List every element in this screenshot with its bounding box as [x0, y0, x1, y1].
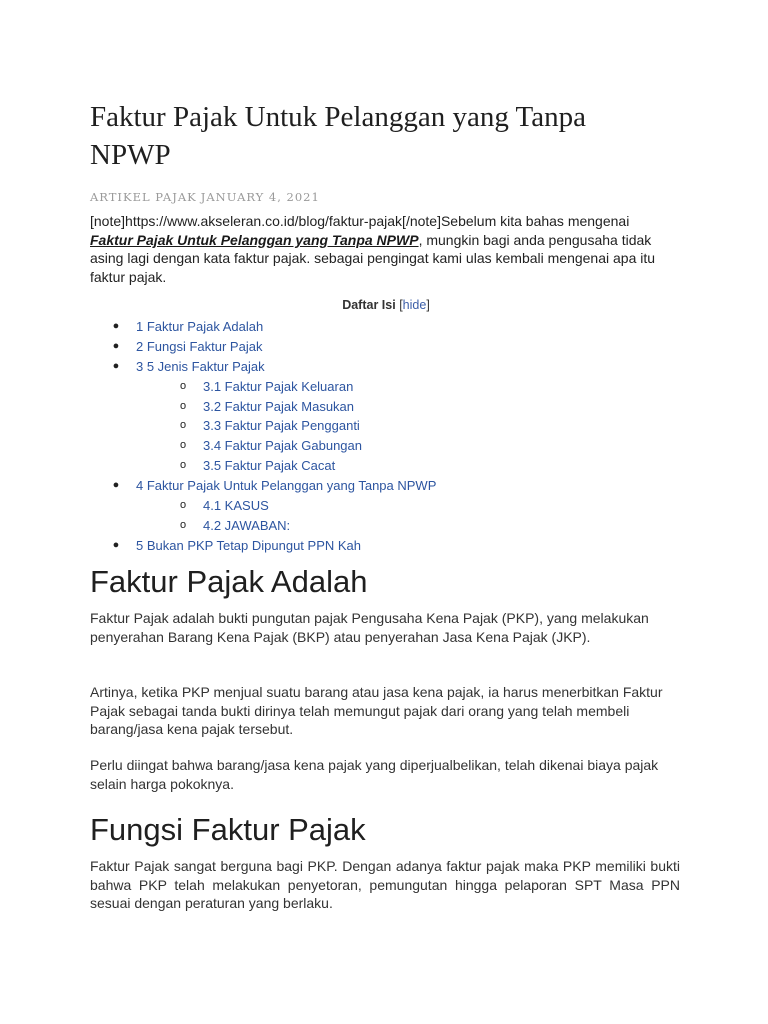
- article-title: Faktur Pajak Untuk Pelanggan yang Tanpa NPWP: [90, 101, 586, 171]
- bullet-icon: ●: [112, 320, 120, 332]
- toc-item: [90, 496, 436, 516]
- toc-item: [90, 516, 436, 536]
- toc-item: [90, 476, 436, 496]
- bullet-icon: ●: [112, 479, 120, 492]
- article-category[interactable]: ARTIKEL PAJAK: [90, 190, 197, 204]
- toc-link[interactable]: 1 Faktur Pajak Adalah: [136, 319, 264, 334]
- toc-item: [90, 317, 436, 337]
- intro-prefix: [note]https://www.akseleran.co.id/blog/faktur-pajak[/note]Sebelum kita bahas mengenai: [90, 213, 630, 229]
- toc-link[interactable]: 4.1 KASUS: [203, 498, 269, 514]
- toc-hide-link[interactable]: hide: [402, 298, 427, 312]
- toc-hide-toggle: [399, 298, 430, 312]
- section-heading-faktur-pajak-adalah: Faktur Pajak Adalah: [90, 564, 368, 599]
- sub-bullet-icon: o: [179, 399, 187, 412]
- bullet-icon: ●: [112, 359, 120, 372]
- toc-link[interactable]: 3.1 Faktur Pajak Keluaran: [203, 378, 354, 394]
- toc-item: [90, 456, 436, 476]
- toc-link[interactable]: 3.3 Faktur Pajak Pengganti: [203, 418, 360, 434]
- article-meta: [90, 190, 324, 204]
- intro-article-link[interactable]: Faktur Pajak Untuk Pelanggan yang Tanpa NPWP: [90, 231, 419, 248]
- toc-header: [90, 298, 682, 312]
- toc-link[interactable]: 4.2 JAWABAN:: [203, 517, 291, 533]
- toc-title: Daftar Isi: [342, 298, 396, 312]
- toc-bracket-close: ]: [426, 298, 430, 312]
- paragraph-note: Perlu diingat bahwa barang/jasa kena pajak yang diperjualbelikan, telah dikenai biaya pajak selain harga pokoknya.: [90, 757, 659, 792]
- sub-bullet-icon: o: [179, 518, 187, 531]
- paragraph-meaning: Artinya, ketika PKP menjual suatu barang atau jasa kena pajak, ia harus menerbitkan Faktur Pajak sebagai tanda bukti dirinya telah memungut pajak dari orang yang telah membeli barang/jasa kena pajak tersebut.: [90, 684, 663, 738]
- toc-link[interactable]: 5 Bukan PKP Tetap Dipungut PPN Kah: [136, 537, 362, 553]
- sub-bullet-icon: o: [179, 439, 187, 452]
- toc-item: [90, 337, 436, 357]
- toc-link[interactable]: 4 Faktur Pajak Untuk Pelanggan yang Tanpa NPWP: [136, 478, 437, 494]
- section-heading-fungsi-faktur-pajak: Fungsi Faktur Pajak: [90, 812, 366, 847]
- paragraph-function: Faktur Pajak sangat berguna bagi PKP. Dengan adanya faktur pajak maka PKP memiliki bukti bahwa PKP telah melakukan penyetoran, pemungutan hingga pelaporan SPT Masa PPN sesuai dengan peraturan yang berlaku.: [90, 858, 680, 912]
- bullet-icon: ●: [112, 538, 120, 551]
- intro-suffix: , mungkin bagi anda pengusaha tidak asing lagi dengan kata faktur pajak. sebagai pengingat kami ulas kembali mengenai apa itu faktur pajak.: [90, 231, 656, 285]
- bullet-icon: ●: [112, 339, 120, 352]
- toc-link[interactable]: 3.4 Faktur Pajak Gabungan: [203, 438, 362, 454]
- article-date: JANUARY 4, 2021: [200, 190, 320, 204]
- sub-bullet-icon: o: [179, 419, 187, 432]
- sub-bullet-icon: o: [179, 459, 187, 472]
- toc-item: [90, 416, 436, 436]
- toc-item: [90, 536, 436, 556]
- toc-link[interactable]: 3.2 Faktur Pajak Masukan: [203, 398, 355, 414]
- article-intro: [90, 212, 670, 286]
- table-of-contents: [90, 317, 436, 556]
- toc-item: [90, 377, 436, 397]
- toc-link[interactable]: 3 5 Jenis Faktur Pajak: [136, 358, 265, 374]
- toc-item: [90, 397, 436, 417]
- toc-item: [90, 436, 436, 456]
- toc-link[interactable]: 2 Fungsi Faktur Pajak: [136, 338, 263, 354]
- toc-bracket-open: [: [399, 298, 403, 312]
- sub-bullet-icon: o: [179, 379, 187, 392]
- paragraph-definition: Faktur Pajak adalah bukti pungutan pajak Pengusaha Kena Pajak (PKP), yang melakukan penyerahan Barang Kena Pajak (BKP) atau penyerahan Jasa Kena Pajak (JKP).: [90, 610, 649, 645]
- sub-bullet-icon: o: [179, 499, 187, 512]
- toc-link[interactable]: 3.5 Faktur Pajak Cacat: [203, 458, 336, 474]
- toc-item: [90, 357, 436, 377]
